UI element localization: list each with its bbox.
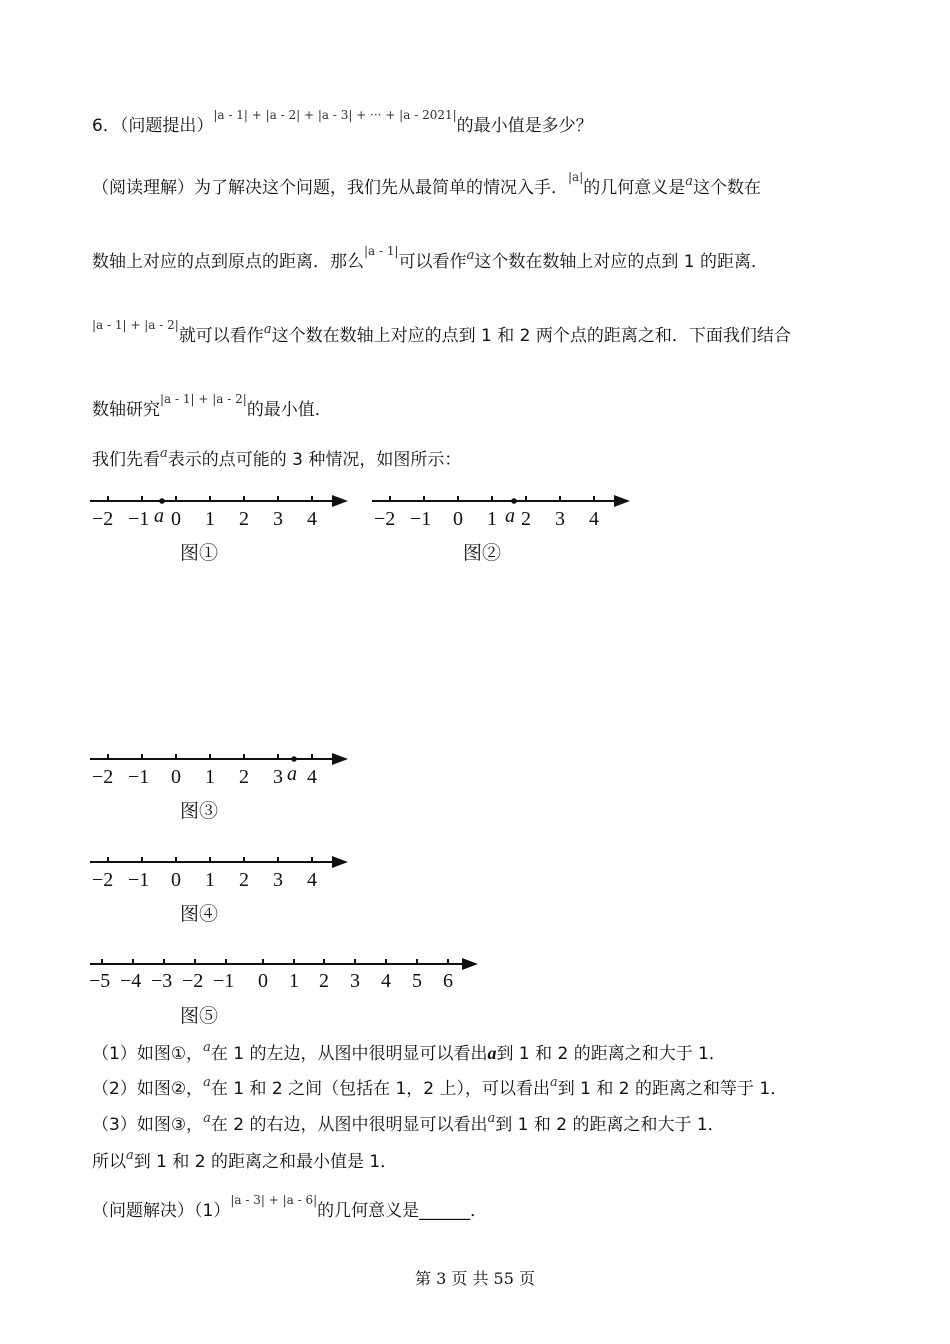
tick-label: 2 bbox=[239, 766, 249, 788]
tick-label: −2 bbox=[182, 970, 204, 992]
math-variable: a bbox=[203, 1040, 211, 1055]
problem-line-4: $^{|a - 1| + |a - 2|}$就可以看作$^a$这个数在数轴上对应的点到 1 和 2 两个点的距离之和．下面我们结合 bbox=[92, 318, 791, 346]
tick-label: 4 bbox=[307, 869, 317, 891]
tick-label: 6 bbox=[443, 970, 453, 992]
tick-label: 3 bbox=[273, 869, 283, 891]
number-line-figure-2 bbox=[366, 488, 641, 530]
tick-label: −2 bbox=[92, 869, 114, 891]
number-line-figure-4 bbox=[84, 849, 359, 891]
case-line-3: （3）如图③，$^a$在 2 的右边，从图中很明显可以看出$^a$到 1 和 2 的距离之和大于 1． bbox=[92, 1111, 725, 1135]
tick-label: −1 bbox=[128, 869, 150, 891]
figure-caption-2: 图② bbox=[463, 543, 502, 564]
tick-label: −4 bbox=[120, 970, 142, 992]
tick-label: 3 bbox=[555, 508, 565, 530]
tick-label: 1 bbox=[205, 869, 215, 891]
math-variable: a bbox=[126, 1148, 134, 1163]
math-expression: |a - 1| + |a - 2| + |a - 3| + ··· + |a - 2021| bbox=[213, 108, 457, 122]
math-variable: a bbox=[550, 1075, 558, 1090]
tick-label: 0 bbox=[171, 766, 181, 788]
math-variable: a bbox=[685, 174, 694, 189]
tick-label: 5 bbox=[412, 970, 422, 992]
tick-label: 0 bbox=[171, 508, 181, 530]
problem-line-6: 我们先看$^a$表示的点可能的 3 种情况，如图所示： bbox=[92, 446, 462, 470]
figure-caption-4: 图④ bbox=[180, 904, 219, 925]
math-expression: |a| bbox=[568, 170, 584, 184]
point-label: a bbox=[505, 505, 515, 527]
tick-label: 2 bbox=[239, 869, 249, 891]
tick-label: 0 bbox=[171, 869, 181, 891]
number-line-figure-3 bbox=[84, 746, 359, 788]
number-line-figure-5 bbox=[84, 951, 489, 993]
tick-label: 0 bbox=[453, 508, 463, 530]
point-label: a bbox=[287, 763, 297, 785]
tick-label: 3 bbox=[350, 970, 360, 992]
number-line-figure-1 bbox=[84, 488, 359, 530]
case-line-1: （1）如图①，$^a$在 1 的左边，从图中很明显可以看出a到 1 和 2 的距离之和大于 1． bbox=[92, 1040, 726, 1064]
case-line-2: （2）如图②，$^a$在 1 和 2 之间（包括在 1，2 上），可以看出$^a$到 1 和 2 的距离之和等于 1． bbox=[92, 1075, 788, 1099]
math-expression: |a - 3| + |a - 6| bbox=[230, 1193, 318, 1207]
tick-label: 2 bbox=[521, 508, 531, 530]
tick-label: 3 bbox=[273, 508, 283, 530]
math-variable: a bbox=[160, 446, 168, 461]
tick-label: 1 bbox=[205, 766, 215, 788]
tick-label: 1 bbox=[487, 508, 497, 530]
math-variable: a bbox=[263, 322, 272, 337]
math-variable-bold: a bbox=[487, 1043, 497, 1063]
tick-label: −2 bbox=[92, 766, 114, 788]
solve-line-1: （问题解决）$(1)^{|a - 3| + |a - 6|}$的几何意义是______． bbox=[92, 1193, 488, 1221]
math-variable: a bbox=[203, 1111, 211, 1126]
tick-label: 1 bbox=[289, 970, 299, 992]
math-expression: |a - 1| + |a - 2| bbox=[160, 392, 247, 406]
tick-label: 4 bbox=[307, 766, 317, 788]
tick-label: −3 bbox=[151, 970, 173, 992]
tick-label: 0 bbox=[258, 970, 268, 992]
tick-label: 4 bbox=[381, 970, 391, 992]
tick-label: −1 bbox=[410, 508, 432, 530]
figure-caption-1: 图① bbox=[180, 543, 219, 564]
point-a bbox=[291, 756, 297, 762]
problem-line-5: 数轴研究$^{|a - 1| + |a - 2|}$的最小值． bbox=[92, 392, 332, 420]
tick-label: −2 bbox=[374, 508, 396, 530]
math-variable: a bbox=[466, 248, 475, 263]
tick-label: −1 bbox=[213, 970, 235, 992]
math-expression: |a - 1| bbox=[364, 244, 399, 258]
problem-line-3: 数轴上对应的点到原点的距离．那么$^{|a - 1|}$可以看作$^a$这个数在数轴上对应的点到 1 的距离． bbox=[92, 244, 768, 272]
tick-label: 3 bbox=[273, 766, 283, 788]
tick-label: −5 bbox=[89, 970, 111, 992]
figure-caption-5: 图⑤ bbox=[180, 1006, 219, 1027]
tick-label: 1 bbox=[205, 508, 215, 530]
point-label: a bbox=[154, 505, 164, 527]
math-variable: a bbox=[487, 1111, 496, 1126]
math-variable: a bbox=[203, 1075, 211, 1090]
tick-label: −2 bbox=[92, 508, 114, 530]
problem-line-2: （阅读理解）为了解决这个问题，我们先从最简单的情况入手．$^{|a|}$的几何意义是$^a$这个数在 bbox=[92, 170, 762, 198]
problem-line-1: 6．（问题提出）$^{|a - 1| + |a - 2| + |a - 3| + \cdot\cdot\cdot + |a - 2021|}$的最小值是多少？ bbox=[92, 108, 593, 136]
tick-label: 2 bbox=[319, 970, 329, 992]
tick-label: −1 bbox=[128, 508, 150, 530]
tick-label: 4 bbox=[307, 508, 317, 530]
point-a bbox=[159, 498, 165, 504]
math-expression: |a - 1| + |a - 2| bbox=[92, 318, 179, 332]
tick-label: 2 bbox=[239, 508, 249, 530]
tick-label: 4 bbox=[589, 508, 599, 530]
case-line-4: 所以$^a$到 1 和 2 的距离之和最小值是 1． bbox=[92, 1148, 398, 1172]
point-a bbox=[511, 498, 517, 504]
figure-caption-3: 图③ bbox=[180, 801, 219, 822]
page-footer: 第 3 页 共 55 页 bbox=[415, 1269, 535, 1288]
tick-label: −1 bbox=[128, 766, 150, 788]
